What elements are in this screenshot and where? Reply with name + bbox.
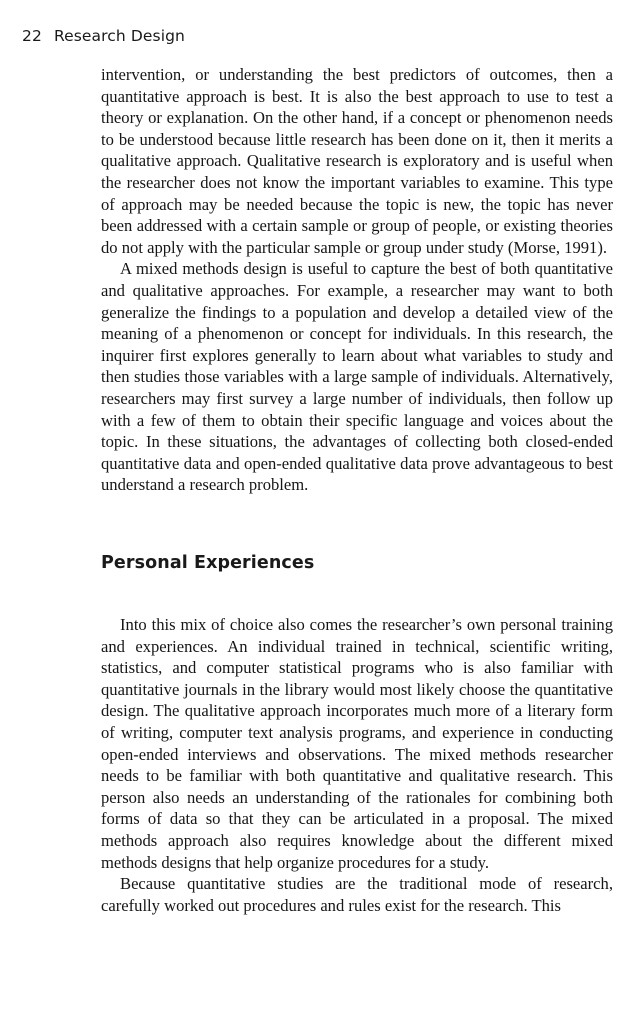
body-text-section-2 [101,614,613,916]
page-number: 22 [22,27,42,45]
running-head-title: Research Design [53,27,185,45]
body-paragraph-continuation: intervention, or understanding the best predictors of outcomes, then a quantitative approach is best. It is also the best approach to use to test a theory or explanation. On the other hand, if a concept or phenomenon needs to be understood because little research has been done on it, then it merits a qualitative approach. Qualitative research is exploratory and is useful when the researcher does not know the important variables to examine. This type of approach may be needed because the topic is new, the topic has never been addressed with a certain sample or group of people, or existing theories do not apply with the particular sample or group under study (Morse, 1991). [101,65,613,257]
body-paragraph-quantitative-studies: Because quantitative studies are the traditional mode of research, carefully worked out procedures and rules exist for the research. This [101,874,613,915]
body-paragraph-mixed-methods: A mixed methods design is useful to capture the best of both quantitative and qualitative approaches. For example, a researcher may want to both generalize the findings to a population and develop a detailed view of the meaning of a phenomenon or concept for individuals. In this research, the inquirer first explores generally to learn about what variables to study and then studies those variables with a large sample of individuals. Alternatively, researchers may first survey a large number of individuals, then follow up with a few of them to obtain their specific language and voices about the topic. In these situations, the advantages of collecting both closed-ended quantitative data and open-ended qualitative data prove advantageous to best understand a research problem. [101,259,613,495]
running-head [22,27,185,45]
body-text-section-1 [101,64,613,496]
section-heading-personal-experiences: Personal Experiences [101,553,315,573]
body-paragraph-personal-training: Into this mix of choice also comes the researcher’s own personal training and experiences. An individual trained in technical, scientific writing, statistics, and computer statistical programs who is also familiar with quantitative journals in the library would most likely choose the quantitative design. The qualitative approach incorporates much more of a literary form of writing, computer text analysis programs, and experience in conducting open-ended interviews and observations. The mixed methods researcher needs to be familiar with both quantitative and qualitative research. This person also needs an understanding of the rationales for combining both forms of data so that they can be articulated in a proposal. The mixed methods approach also requires knowledge about the different mixed methods designs that help organize procedures for a study. [101,615,613,872]
